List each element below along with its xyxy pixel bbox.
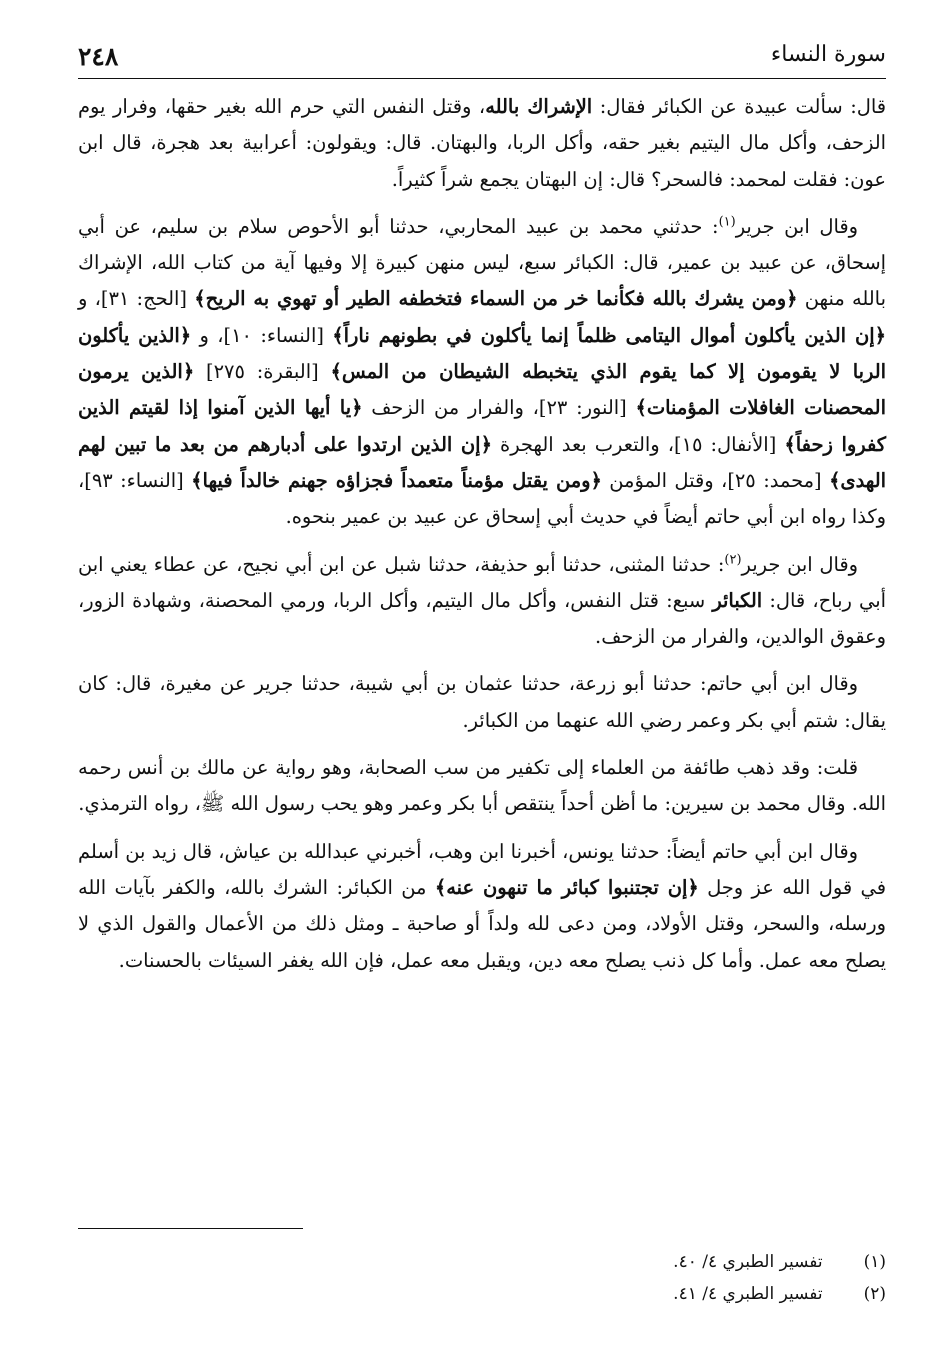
text-segment: [النساء: ٩٣]، وكذا رواه ابن أبي حاتم أيضاً في حديث أبي إسحاق عن عبيد بن عمير بنحوه.: [78, 468, 886, 529]
footnote-item: [78, 1246, 886, 1278]
text-segment: وقال ابن جرير: [735, 214, 858, 238]
emphasized-text: ﴿إن الذين يأكلون أموال اليتامى ظلماً إنما يأكلون في بطونهم ناراً﴾: [332, 323, 886, 347]
emphasized-text: الكبائر: [712, 588, 763, 612]
text-segment: [النور: ٢٣]، والفرار من الزحف: [362, 396, 636, 420]
text-segment: ، وقتل النفس التي حرم الله بغير حقها، وفرار يوم الزحف، وأكل مال اليتيم بغير حقه، وأكل الربا، والبهتان. قال: ويقولون: أعرابية بعد هجرة، قال ابن عون: فقلت لمحمد: فالسحر؟ قال: إن البهتان يجمع شراً كثيراً.: [78, 95, 886, 191]
paragraph: [78, 209, 886, 536]
footnote-text: تفسير الطبري ٤/ ٤١.: [673, 1284, 823, 1304]
emphasized-text: ﴿ومن يشرك بالله فكأنما خر من السماء فتخطفه الطير أو تهوي به الريح﴾: [194, 287, 798, 311]
emphasized-text: ﴿الذين يأكلون الربا لا يقومون إلا كما يقوم الذي يتخبطه الشيطان من المس﴾: [78, 323, 887, 384]
text-segment: وقال ابن أبي حاتم أيضاً: حدثنا يونس، أخبرنا ابن وهب، أخبرني عبدالله بن عياش، قال زيد بن أسلم في قول الله عز وجل: [78, 839, 886, 899]
text-segment: [الأنفال: ١٥]، والتعرب بعد الهجرة: [491, 432, 785, 456]
text-segment: [النساء: ١٠]، و: [191, 323, 333, 347]
text-segment: سبع: قتل النفس، وأكل مال اليتيم، وأكل الربا، ورمي المحصنة، وشهادة الزور، وعقوق الوالدين، والفرار من الزحف.: [78, 588, 886, 649]
book-page: [78, 28, 886, 1338]
emphasized-text: ﴿إن تجتنبوا كبائر ما تنهون عنه﴾: [434, 875, 699, 899]
paragraph: [78, 89, 886, 198]
paragraph: [78, 666, 886, 739]
page-number: ٢٤٨: [78, 42, 119, 71]
text-segment: قال: سألت عبيدة عن الكبائر فقال:: [592, 95, 886, 118]
emphasized-text: الإشراك بالله: [485, 95, 593, 118]
text-segment: وقال ابن جرير: [741, 552, 858, 576]
emphasized-text: ﴿إن الذين ارتدوا على أدبارهم من بعد ما تبين لهم الهدى﴾: [78, 432, 887, 492]
running-header: [78, 28, 886, 79]
footnote-item: [78, 1278, 886, 1310]
text-segment: وقال ابن أبي حاتم: حدثنا أبو زرعة، حدثنا عثمان بن أبي شيبة، حدثنا جرير عن مغيرة، قال: كان يقال: شتم أبي بكر وعمر رضي الله عنهما من الكبائر.: [78, 672, 886, 732]
surah-title: سورة النساء: [770, 42, 886, 67]
text-segment: : حدثنا المثنى، حدثنا أبو حذيفة، حدثنا شبل عن ابن أبي نجيح، عن عطاء يعني ابن أبي رباح، قال:: [78, 552, 886, 612]
text-segment: : حدثني محمد بن عبيد المحاربي، حدثنا أبو الأحوص سلام بن سليم، عن أبي إسحاق، عن عبيد بن عمير، قال: الكبائر سبع، ليس منهن كبيرة إلا وفيها آية من كتاب الله، الإشراك بالله منهن: [78, 214, 886, 311]
footnote-divider: [78, 1228, 303, 1229]
paragraph: [78, 547, 886, 656]
paragraph: [78, 750, 886, 823]
footnote-number: (١): [863, 1252, 886, 1272]
body-text: [78, 89, 886, 979]
text-segment: من الكبائر: الشرك بالله، والكفر بآيات الله ورسله، والسحر، وقتل الأولاد، ومن دعى لله ولداً أو صاحبة ـ ومثل ذلك من الأعمال والقول الذي لا يصلح معه عمل. وأما كل ذنب يصلح معه دين، ويقبل معه عمل، فإن الله يغفر السيئات بالحسنات.: [78, 875, 886, 972]
text-segment: [البقرة: ٢٧٥]: [194, 360, 331, 384]
emphasized-text: ﴿ومن يقتل مؤمناً متعمداً فجزاؤه جهنم خالداً فيها﴾: [191, 468, 602, 492]
emphasized-text: ﴿يا أيها الذين آمنوا إذا لقيتم الذين كفروا زحفاً﴾: [78, 396, 886, 456]
footnote-number: (٢): [863, 1284, 886, 1304]
text-segment: [الحج: ٣١]، و: [78, 287, 195, 311]
footnote-reference: (١): [718, 214, 736, 230]
paragraph: [78, 834, 886, 979]
footnote-reference: (٢): [724, 552, 742, 568]
footnote-text: تفسير الطبري ٤/ ٤٠.: [673, 1252, 823, 1272]
emphasized-text: ﴿الذين يرمون المحصنات الغافلات المؤمنات﴾: [78, 360, 886, 420]
text-segment: [محمد: ٢٥]، وقتل المؤمن: [601, 468, 830, 492]
footnotes: [78, 1246, 886, 1310]
text-segment: قلت: وقد ذهب طائفة من العلماء إلى تكفير من سب الصحابة، وهو رواية عن مالك بن أنس رحمه الله. وقال محمد بن سيرين: ما أظن أحداً ينتقص أبا بكر وعمر وهو يحب رسول الله ﷺ، رواه الترمذي.: [78, 756, 886, 816]
